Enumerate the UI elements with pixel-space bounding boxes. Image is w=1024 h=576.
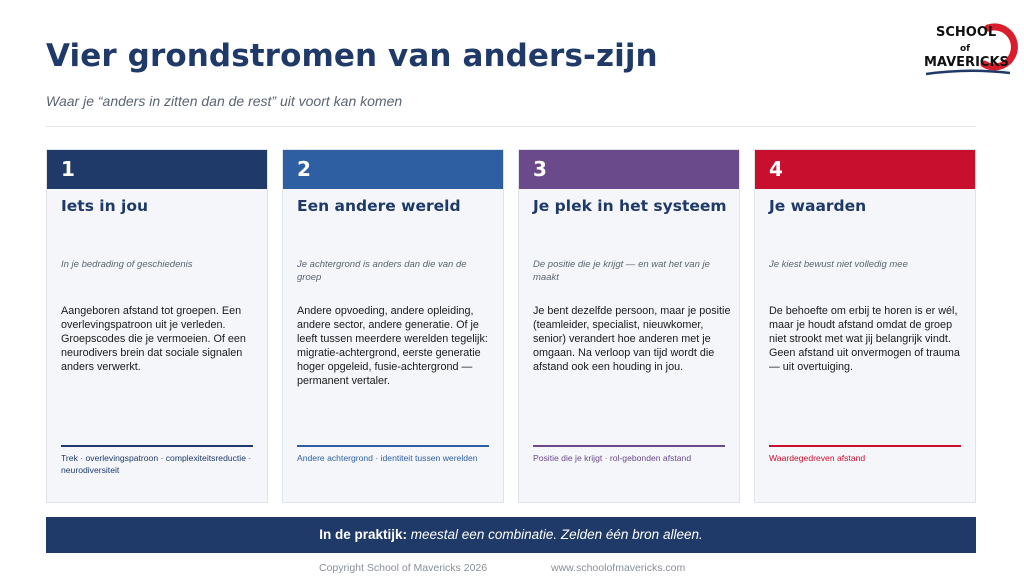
card-subtitle: De positie die je krijgt — en wat het van je maakt <box>533 259 710 283</box>
card-tag-line <box>61 445 253 447</box>
card-4 <box>754 149 976 503</box>
card-subtitle: Je achtergrond is anders dan die van de groep <box>297 259 467 283</box>
card-tag-line <box>297 445 489 447</box>
footer-copyright: Copyright School of Mavericks 2026 <box>319 562 488 574</box>
logo-underline <box>926 71 1010 74</box>
header-divider <box>46 126 976 127</box>
card-number: 3 <box>519 150 739 189</box>
card-tags: Waardegedreven afstand <box>769 453 866 463</box>
cards-row <box>46 149 976 503</box>
card-body: De behoefte om erbij te horen is er wél, maar je houdt afstand omdat de groep niet strookt met wat jij belangrijk vindt. Geen afstand uit onvermogen of trauma — uit overtuiging. <box>769 305 960 373</box>
page-subtitle: Waar je “anders in zitten dan de rest” uit voort kan komen <box>46 93 403 109</box>
practice-banner <box>46 517 976 553</box>
school-of-mavericks-logo <box>918 16 1018 86</box>
card-3 <box>518 149 740 503</box>
logo-line3: MAVERICKS <box>924 55 1009 70</box>
card-number: 1 <box>47 150 267 189</box>
card-body: Aangeboren afstand tot groepen. Een overlevingspatroon uit je verleden. Groepscodes die je vermoeien. Of een neurodivers brein dat sociale signalen anders verwerkt. <box>61 305 246 373</box>
card-tags: Andere achtergrond · identiteit tussen werelden <box>297 453 478 463</box>
card-body: Andere opvoeding, andere opleiding, andere sector, andere generatie. Of je leeft tussen meerdere werelden tegelijk: migratie-achtergrond, eerste generatie hoger opgeleid, fusie-achtergrond — permanent vertaler. <box>297 305 488 387</box>
card-number: 2 <box>283 150 503 189</box>
card-tags: Positie die je krijgt · rol-gebonden afstand <box>533 453 692 463</box>
card-title: Je plek in het systeem <box>533 197 727 215</box>
logo-graphic <box>918 16 1018 86</box>
card-title: Je waarden <box>769 197 867 215</box>
card-subtitle: Je kiest bewust niet volledig mee <box>769 259 908 270</box>
banner-text: meestal een combinatie. Zelden één bron alleen. <box>407 527 703 542</box>
page-title: Vier grondstromen van anders-zijn <box>46 38 658 74</box>
card-number: 4 <box>755 150 975 189</box>
card-subtitle: In je bedrading of geschiedenis <box>61 259 193 270</box>
banner-lead: In de praktijk: <box>319 527 408 542</box>
card-2 <box>282 149 504 503</box>
card-title: Een andere wereld <box>297 197 461 215</box>
card-title: Iets in jou <box>61 197 149 215</box>
footer-website[interactable]: www.schoolofmavericks.com <box>551 562 686 574</box>
card-tag-line <box>769 445 961 447</box>
card-body: Je bent dezelfde persoon, maar je positie (teamleider, specialist, nieuwkomer, senior) verandert hoe anderen met je omgaan. Na verloop van tijd wordt die afstand ook een houding in jou. <box>533 305 731 373</box>
card-1 <box>46 149 268 503</box>
card-tag-line <box>533 445 725 447</box>
logo-line1: SCHOOL <box>936 25 997 40</box>
logo-line2: of <box>960 44 971 54</box>
card-tags: Trek · overlevingspatroon · complexiteitsreductie · neurodiversiteit <box>61 453 252 475</box>
